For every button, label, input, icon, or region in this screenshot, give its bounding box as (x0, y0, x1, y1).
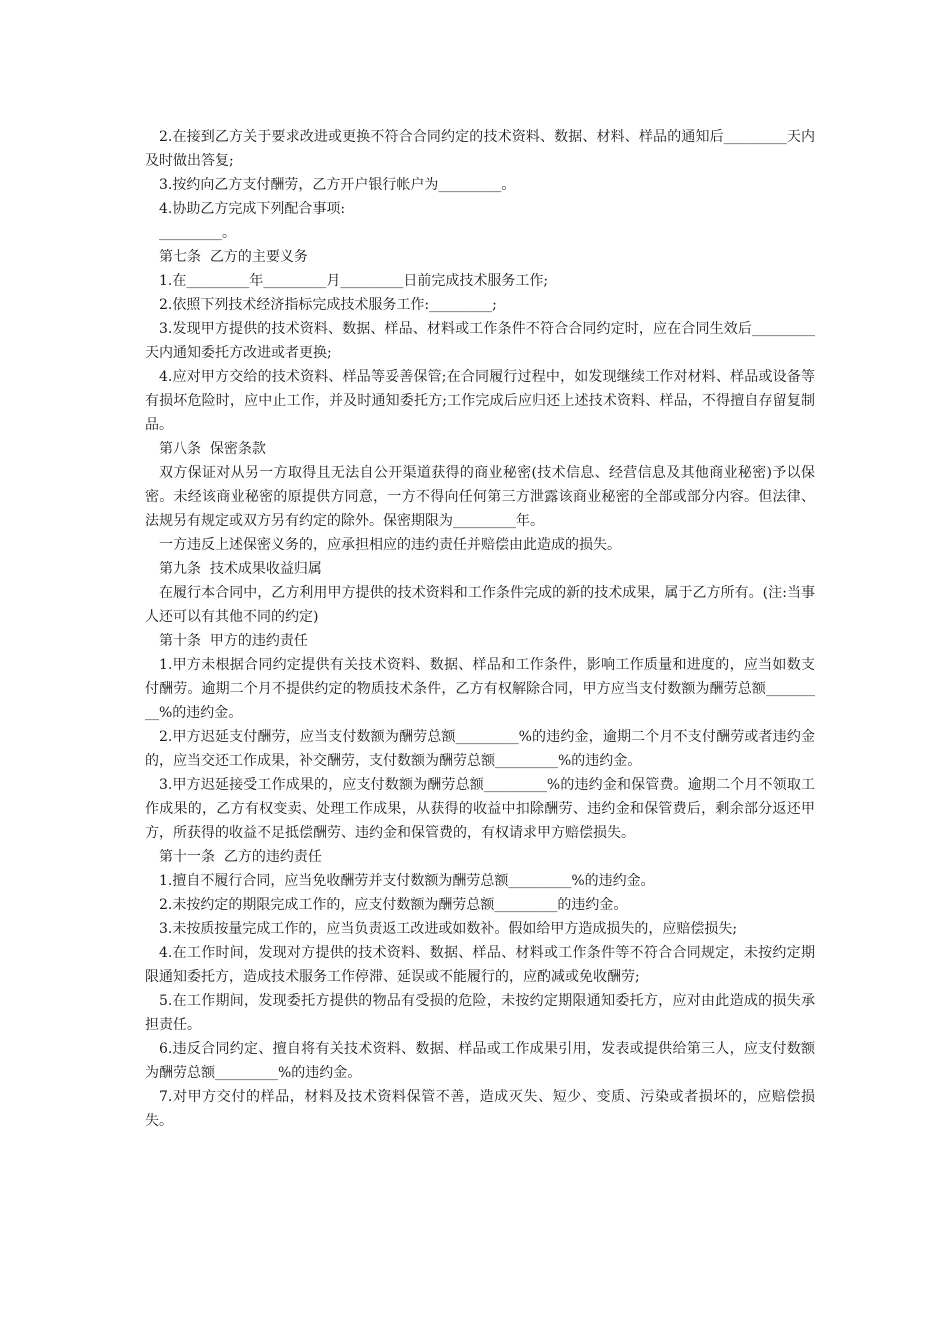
paragraph: 4.在工作时间，发现对方提供的技术资料、数据、样品、材料或工作条件等不符合合同规定，未按约定期限通知委托方，造成技术服务工作停滞、延误或不能履行的，应酌减或免收酬劳; (145, 945, 815, 985)
paragraph: 4.协助乙方完成下列配合事项: (159, 201, 346, 217)
paragraph: 3.甲方迟延接受工作成果的，应支付数额为酬劳总额_________%的违约金和保管费。逾期二个月不领取工作成果的，乙方有权变卖、处理工作成果，从获得的收益中扣除酬劳、违约金和保管费后，剩余部分返还甲方，所获得的收益不足抵偿酬劳、违约金和保管费的，有权请求甲方赔偿损失。 (145, 777, 815, 841)
paragraph: 3.发现甲方提供的技术资料、数据、样品、材料或工作条件不符合合同约定时，应在合同生效后_________天内通知委托方改进或者更换; (145, 321, 815, 361)
paragraph: 1.甲方未根据合同约定提供有关技术资料、数据、样品和工作条件，影响工作质量和进度的，应当如数支付酬劳。逾期二个月不提供约定的物质技术条件，乙方有权解除合同，甲方应当支付数额为酬劳总额_________%的违约金。 (145, 657, 815, 721)
section-heading: 第八条 保密条款 (159, 441, 266, 457)
paragraph: 4.应对甲方交给的技术资料、样品等妥善保管;在合同履行过程中，如发现继续工作对材料、样品或设备等有损坏危险时，应中止工作，并及时通知委托方;工作完成后应归还上述技术资料、样品，不得擅自存留复制品。 (145, 369, 815, 433)
paragraph: 一方违反上述保密义务的，应承担相应的违约责任并赔偿由此造成的损失。 (159, 537, 621, 553)
section-heading: 第十一条 乙方的违约责任 (159, 849, 322, 865)
section-heading: 第九条 技术成果收益归属 (159, 561, 322, 577)
paragraph: 2.甲方迟延支付酬劳，应当支付数额为酬劳总额_________%的违约金，逾期二个月不支付酬劳或者违约金的，应当交还工作成果，补交酬劳，支付数额为酬劳总额_________%的违约金。 (145, 729, 815, 769)
document-body (145, 125, 815, 1133)
paragraph: 2.依照下列技术经济指标完成技术服务工作:_________; (159, 297, 497, 313)
paragraph: 3.未按质按量完成工作的，应当负责返工改进或如数补。假如给甲方造成损失的，应赔偿损失; (159, 921, 738, 937)
section-heading: 第七条 乙方的主要义务 (159, 249, 308, 265)
paragraph: 3.按约向乙方支付酬劳，乙方开户银行帐户为_________。 (159, 177, 516, 193)
paragraph: _________。 (159, 225, 236, 241)
paragraph: 双方保证对从另一方取得且无法自公开渠道获得的商业秘密(技术信息、经营信息及其他商业秘密)予以保密。未经该商业秘密的原提供方同意，一方不得向任何第三方泄露该商业秘密的全部或部分内容。但法律、法规另有规定或双方另有约定的除外。保密期限为_________年。 (145, 465, 815, 529)
paragraph: 2.未按约定的期限完成工作的，应支付数额为酬劳总额_________的违约金。 (159, 897, 628, 913)
paragraph: 6.违反合同约定、擅自将有关技术资料、数据、样品或工作成果引用，发表或提供给第三人，应支付数额为酬劳总额_________%的违约金。 (145, 1041, 815, 1081)
paragraph: 2.在接到乙方关于要求改进或更换不符合合同约定的技术资料、数据、材料、样品的通知后_________天内及时做出答复; (145, 129, 815, 169)
section-heading: 第十条 甲方的违约责任 (159, 633, 308, 649)
paragraph: 7.对甲方交付的样品，材料及技术资料保管不善，造成灭失、短少、变质、污染或者损坏的，应赔偿损失。 (145, 1089, 815, 1129)
paragraph: 在履行本合同中，乙方利用甲方提供的技术资料和工作条件完成的新的技术成果，属于乙方所有。(注:当事人还可以有其他不同的约定) (145, 585, 815, 625)
paragraph: 5.在工作期间，发现委托方提供的物品有受损的危险，未按约定期限通知委托方，应对由此造成的损失承担责任。 (145, 993, 815, 1033)
paragraph: 1.在_________年_________月_________日前完成技术服务工作; (159, 273, 549, 289)
paragraph: 1.擅自不履行合同，应当免收酬劳并支付数额为酬劳总额_________%的违约金。 (159, 873, 655, 889)
